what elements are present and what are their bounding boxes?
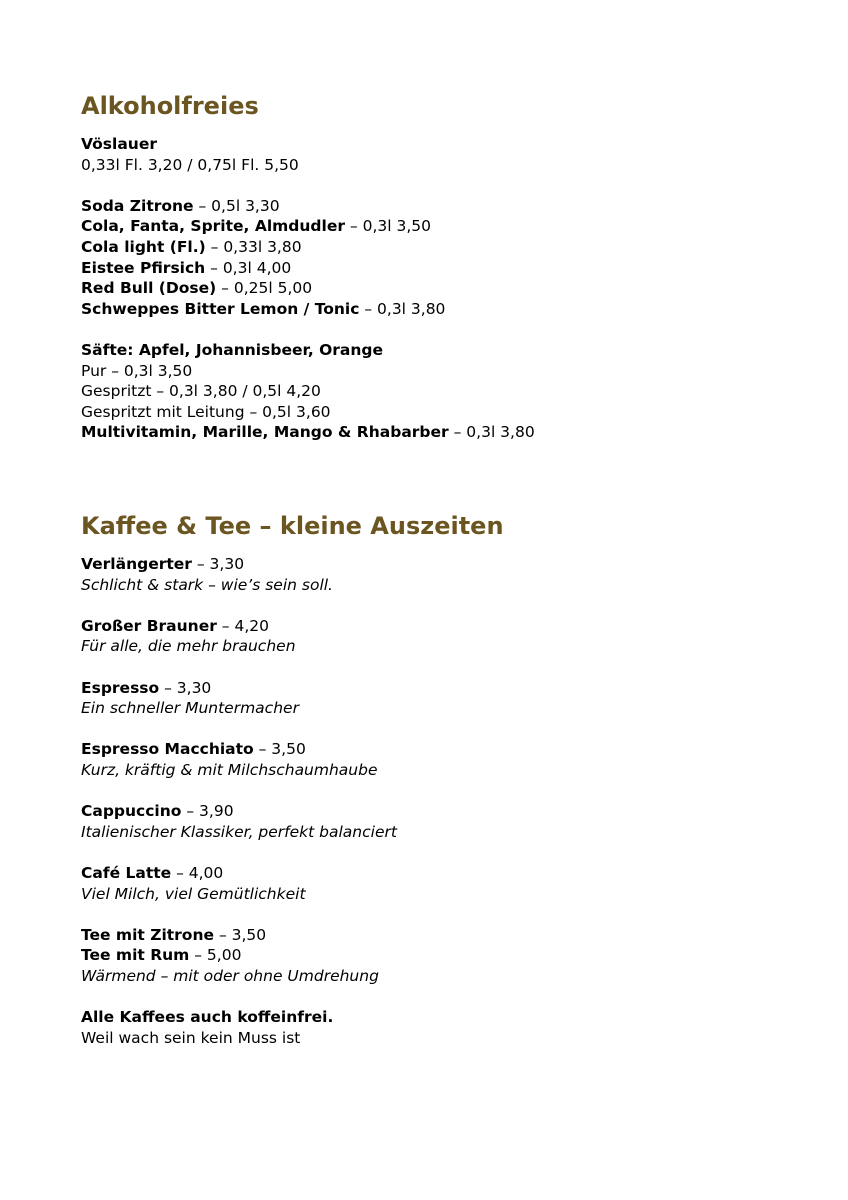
item-description: Viel Milch, viel Gemütlichkeit (81, 884, 306, 903)
menu-item (81, 216, 781, 237)
item-name: Tee mit Zitrone (81, 925, 215, 944)
saefte-option: Pur – 0,3l 3,50 (81, 361, 193, 380)
item-name: Tee mit Rum (81, 946, 190, 965)
item-price: – 3,50 (253, 740, 306, 759)
item-name: Großer Brauner (81, 616, 217, 635)
section-alkoholfreies (81, 88, 781, 443)
item-price: – 3,30 (191, 555, 245, 573)
section-title: Alkoholfreies (81, 92, 259, 120)
item-name: Schweppes Bitter Lemon / Tonic (81, 299, 360, 318)
item-price: – 3,30 (159, 678, 212, 697)
item-name: Verlängerter (81, 555, 192, 573)
item-name: Espresso Macchiato (81, 740, 254, 759)
section-title: Kaffee & Tee – kleine Auszeiten (81, 512, 504, 540)
saefte-option: Gespritzt mit Leitung – 0,5l 3,60 (81, 402, 331, 421)
item-detail: – 0,25l 5,00 (216, 279, 313, 298)
item-price: – 3,90 (181, 802, 234, 821)
menu-item (81, 945, 781, 966)
saefte-heading (81, 340, 781, 361)
item-detail: 0,33l Fl. 3,20 / 0,75l Fl. 5,50 (81, 155, 299, 174)
menu-item (81, 554, 781, 575)
menu-item (81, 616, 781, 637)
menu-item (81, 801, 781, 822)
item-name: Eistee Pfirsich (81, 258, 206, 277)
item-name: Multivitamin, Marille, Mango & Rhabarber (81, 423, 449, 442)
saefte-heading-text: Säfte: Apfel, Johannisbeer, Orange (81, 340, 384, 359)
menu-item-voeslauer (81, 134, 781, 155)
item-description: Ein schneller Muntermacher (81, 699, 299, 718)
item-price: – 4,00 (171, 863, 224, 882)
item-description: Kurz, kräftig & mit Milchschaumhaube (81, 760, 378, 779)
menu-item (81, 299, 781, 320)
item-description: Italienischer Klassiker, perfekt balanciert (81, 822, 397, 841)
item-description: Wärmend – mit oder ohne Umdrehung (81, 966, 379, 985)
menu-item (81, 678, 781, 699)
item-name: Soda Zitrone (81, 196, 194, 215)
item-name: Red Bull (Dose) (81, 279, 217, 298)
section-kaffee-tee (81, 508, 781, 1048)
menu-item (81, 237, 781, 258)
item-name: Cola light (Fl.) (81, 237, 206, 256)
item-detail: – 0,3l 3,80 (448, 423, 535, 442)
decaf-heading-text: Alle Kaffees auch koffeinfrei. (81, 1008, 334, 1027)
item-price: – 5,00 (189, 946, 242, 965)
menu-item (81, 258, 781, 279)
item-detail: – 0,33l 3,80 (205, 237, 302, 256)
item-detail: – 0,3l 3,50 (344, 217, 431, 236)
decaf-note: Weil wach sein kein Muss ist (81, 1028, 301, 1047)
saefte-option: Gespritzt – 0,3l 3,80 / 0,5l 4,20 (81, 382, 321, 401)
item-name: Vöslauer (81, 135, 157, 153)
menu-item (81, 278, 781, 299)
menu-item (81, 925, 781, 946)
menu-item-multivitamin (81, 422, 781, 443)
item-description: Schlicht & stark – wie’s sein soll. (81, 575, 333, 594)
item-name: Espresso (81, 678, 160, 697)
item-description: Für alle, die mehr brauchen (81, 637, 296, 656)
item-price: – 3,50 (214, 925, 267, 944)
menu-item (81, 863, 781, 884)
item-name: Cappuccino (81, 802, 182, 821)
item-price: – 4,20 (216, 616, 269, 635)
item-detail: – 0,3l 3,80 (359, 299, 446, 318)
item-detail: – 0,3l 4,00 (205, 258, 292, 277)
item-detail: – 0,5l 3,30 (193, 196, 280, 215)
menu-item (81, 739, 781, 760)
decaf-heading (81, 1007, 781, 1028)
item-name: Cola, Fanta, Sprite, Almdudler (81, 217, 345, 236)
item-name: Café Latte (81, 863, 172, 882)
menu-item (81, 196, 781, 217)
